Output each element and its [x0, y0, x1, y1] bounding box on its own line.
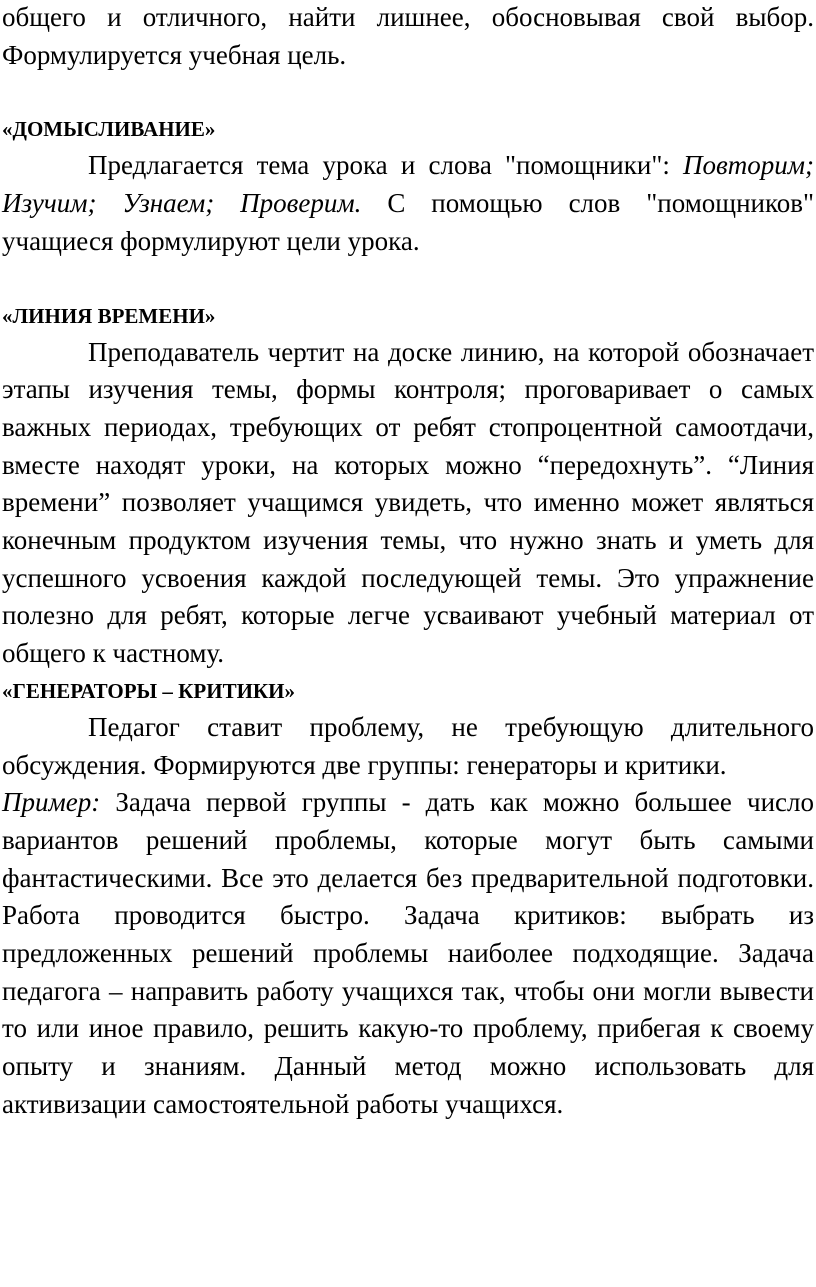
domyslivanie-text-a: Предлагается тема урока и слова "помощники": — [88, 150, 684, 181]
section-heading-timeline: «ЛИНИЯ ВРЕМЕНИ» — [2, 303, 216, 328]
example-text: Задача первой группы - дать как можно большее число вариантов решений проблемы, которые могут быть самыми фантастическими. Все это делается без предварительной подготовки. Работа проводится быстро. Задача критиков: выбрать из предложенных решений проблемы наиболее подходящие. Задача педагога – направить работу учащихся так, чтобы они могли вывести то или иное правило, решить какую-то проблему, прибегая к своему опыту и знаниям. Данный метод можно использовать для активизации самостоятельной работы учащихся. — [2, 787, 814, 1119]
spacer — [2, 74, 814, 111]
domyslivanie-text-b: С помощью слов "помощников" учащиеся формулируют цели урока. — [2, 188, 815, 256]
timeline-paragraph: Преподаватель чертит на доске линию, на которой обозначает этапы изучения темы, формы контроля; проговаривает о самых важных периодах, требующих от ребят стопроцентной самоотдачи, вместе находят уроки, на которых можно “передохнуть”. “Линия времени” позволяет учащимся увидеть, что именно может являться конечным продуктом изучения темы, что нужно знать и уметь для успешного усвоения каждой последующей темы. Это упражнение полезно для ребят, которые легче усваивают учебный материал от общего к частному. — [2, 336, 814, 669]
section-heading-generators-critics: «ГЕНЕРАТОРЫ – КРИТИКИ» — [2, 678, 295, 703]
domyslivanie-helper-words: Повторим; Изучим; Узнаем; Проверим. — [2, 150, 814, 219]
example-label: Пример: — [2, 787, 101, 818]
generators-paragraph-2 — [2, 784, 814, 1123]
intro-paragraph: общего и отличного, найти лишнее, обосновывая свой выбор. Формулируется учебная цель. — [2, 2, 814, 70]
domyslivanie-paragraph — [2, 147, 814, 260]
spacer — [2, 261, 814, 298]
section-heading-domyslivanie: «ДОМЫСЛИВАНИЕ» — [2, 117, 216, 142]
generators-paragraph-1: Педагог ставит проблему, не требующую длительного обсуждения. Формируются две группы: генераторы и критики. — [2, 711, 814, 780]
